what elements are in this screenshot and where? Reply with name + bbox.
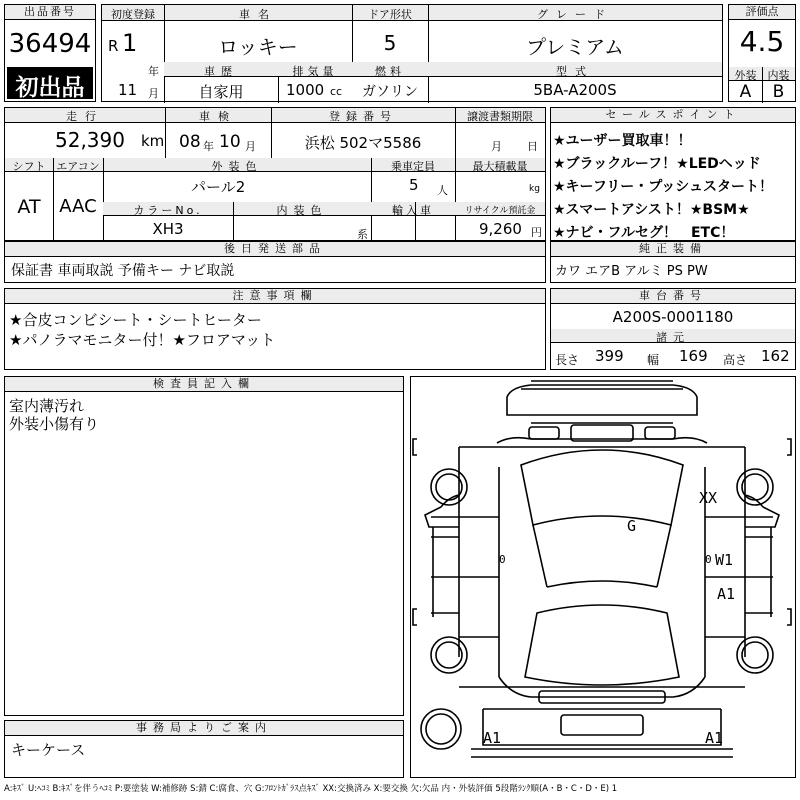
door-header: ドア形状 — [368, 8, 412, 21]
int-color-header: 内装色 — [276, 204, 328, 217]
ac-header: エアコン — [56, 160, 100, 173]
damage-mark-xx: XX — [699, 489, 718, 507]
mileage-header: 走行 — [66, 110, 104, 123]
damage-mark-zero-left: 0 — [499, 553, 506, 566]
damage-diagram — [410, 376, 796, 778]
inspector-header: 検査員記入欄 — [5, 377, 403, 392]
displacement-value: 1000 — [286, 81, 325, 99]
score-box — [728, 4, 796, 102]
mileage-unit: km — [141, 132, 165, 150]
width-value: 169 — [679, 347, 708, 365]
sales-point-line: ★ナビ・フルセグ！ ETC！ — [553, 225, 735, 241]
inspection-year-unit: 年 — [203, 140, 214, 153]
transfer-header: 譲渡書類期限 — [467, 110, 533, 123]
specs-header: 諸元 — [656, 331, 690, 344]
equipment-text: カワ エアB アルミ PS PW — [555, 264, 708, 279]
inspector-line: 室内薄汚れ — [9, 397, 85, 415]
sales-point-line: ★ブラックルーフ！★LEDヘッド — [553, 156, 761, 172]
first-listing-label: 初出品 — [15, 75, 85, 101]
colorno-header: カラーNo. — [133, 204, 203, 217]
equipment-box — [550, 241, 796, 283]
width-label: 幅 — [647, 353, 660, 367]
inspection-month: 10 — [219, 132, 241, 152]
equipment-header: 純正装備 — [551, 242, 795, 257]
history-header: 車歴 — [204, 65, 238, 78]
car-outline — [411, 377, 794, 776]
legend-text: A:ｷｽﾞ U:ﾍｺﾐ B:ｷｽﾞを伴うﾍｺﾐ P:要塗装 W:補修跡 S:錆 C:腐食、穴 G:ﾌﾛﾝﾄｶﾞﾗｽ点ｷｽﾞ XX:交換済み X:要交換 欠:欠品 内・外装評価 5段階ﾗﾝｸ順(A・B・C・D・E) 1 — [4, 784, 618, 794]
damage-mark-a1-rear-right: A1 — [705, 729, 724, 747]
displacement-unit: cc — [330, 85, 343, 98]
later-parts-box — [4, 241, 546, 283]
score-header: 評価点 — [729, 5, 795, 20]
damage-mark-a1-right: A1 — [717, 585, 736, 603]
notes-line: ★合皮コンビシート・シートヒーター — [9, 311, 262, 329]
capacity-header: 乗車定員 — [391, 160, 435, 173]
damage-mark-a1-rear-left: A1 — [483, 729, 502, 747]
exterior-header: 外装 — [734, 69, 757, 82]
history-value: 自家用 — [198, 83, 244, 101]
fuel-header: 燃料 — [375, 65, 405, 78]
chassis-box — [550, 288, 796, 370]
fuel-value: ガソリン — [362, 84, 418, 100]
maxload-unit: kg — [529, 184, 540, 194]
lot-number: 36494 — [8, 29, 92, 59]
transfer-month-label: 月 — [491, 140, 502, 153]
sales-point-line: ★キーフリー・プッシュスタート！ — [553, 179, 774, 195]
capacity-unit: 人 — [437, 184, 448, 197]
grade-value: プレミアム — [526, 35, 624, 59]
shift-header: シフト — [12, 160, 46, 173]
month-unit: 月 — [148, 87, 159, 100]
shift-value: AT — [17, 196, 41, 218]
inspector-box — [4, 376, 404, 716]
plate-header: 登録番号 — [329, 110, 397, 123]
grade-header: グレード — [537, 8, 613, 21]
ext-color-header: 外装色 — [211, 160, 263, 173]
int-color-unit: 系 — [357, 228, 368, 241]
mileage-value: 52,390 — [55, 128, 125, 152]
ext-color-value: パール2 — [191, 178, 246, 196]
transfer-day-label: 日 — [527, 140, 538, 153]
import-header: 輸入車 — [392, 204, 434, 217]
maxload-header: 最大積載量 — [472, 160, 528, 173]
inspector-line: 外装小傷有り — [9, 415, 100, 433]
ac-value: AAC — [59, 196, 97, 217]
interior-score: B — [772, 82, 785, 102]
colorno-value: XH3 — [152, 220, 184, 238]
damage-mark-w1: W1 — [715, 551, 734, 569]
later-parts-text: 保証書 車両取説 予備キー ナビ取説 — [11, 263, 235, 279]
interior-header: 内装 — [767, 69, 790, 82]
sales-points-header: セールスポイント — [551, 108, 795, 123]
lot-box — [4, 4, 96, 102]
notes-line: ★パノラマモニター付！★フロアマット — [9, 331, 276, 349]
length-label: 長さ — [555, 353, 580, 367]
office-box — [4, 720, 404, 778]
sales-points-box — [550, 107, 796, 241]
notes-header: 注意事項欄 — [5, 289, 545, 304]
first-reg-month: 11 — [118, 81, 138, 99]
plate-value: 浜松 502マ5586 — [304, 134, 422, 152]
car-name-header: 車名 — [239, 8, 277, 21]
exterior-score: A — [739, 82, 752, 102]
inspection-header: 車検 — [199, 110, 237, 123]
first-reg-header: 初度登録 — [111, 8, 155, 21]
office-text: キーケース — [11, 741, 86, 759]
first-reg-era: R — [108, 37, 119, 55]
inspection-month-unit: 月 — [245, 140, 256, 153]
later-parts-header: 後日発送部品 — [5, 242, 545, 257]
damage-mark-g: G — [627, 517, 637, 535]
door-count: 5 — [383, 31, 397, 55]
chassis-number: A200S-0001180 — [612, 308, 734, 326]
model-header: 型式 — [556, 65, 594, 78]
sales-point-line: ★スマートアシスト！★BSM★ — [553, 202, 750, 218]
score-value: 4.5 — [739, 25, 785, 58]
height-label: 高さ — [723, 353, 748, 367]
recycle-value: 9,260 — [479, 220, 522, 238]
first-reg-year: 1 — [122, 29, 138, 57]
car-name: ロッキー — [218, 35, 298, 59]
recycle-header: リサイクル預託金 — [464, 206, 536, 216]
capacity-value: 5 — [409, 176, 419, 194]
length-value: 399 — [595, 347, 624, 365]
damage-mark-zero-right: 0 — [705, 553, 712, 566]
recycle-unit: 円 — [531, 226, 542, 239]
lot-header: 出品番号 — [5, 5, 95, 20]
sales-point-line: ★ユーザー買取車！！ — [553, 133, 692, 149]
inspection-year: 08 — [179, 132, 201, 152]
model-value: 5BA-A200S — [533, 81, 617, 99]
first-listing-badge — [7, 67, 93, 99]
chassis-header: 車台番号 — [551, 289, 795, 304]
displacement-header: 排気量 — [292, 65, 338, 78]
notes-box — [4, 288, 546, 370]
height-value: 162 — [761, 347, 790, 365]
year-unit: 年 — [148, 65, 159, 78]
office-header: 事務局よりご案内 — [5, 721, 403, 736]
car-info-box — [101, 4, 723, 102]
spec-block — [4, 107, 546, 241]
